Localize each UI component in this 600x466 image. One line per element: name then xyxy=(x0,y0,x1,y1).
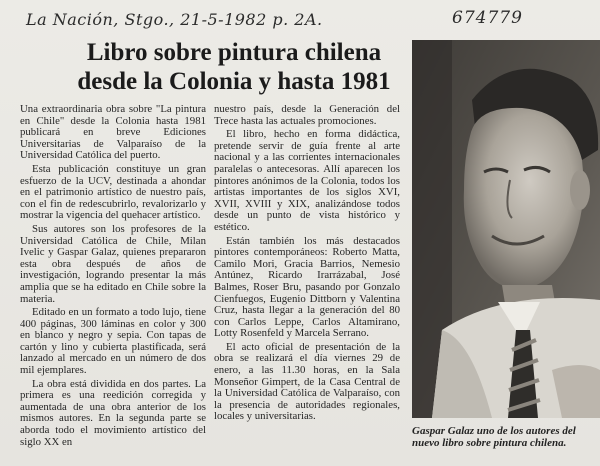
paragraph: Sus autores son los profesores de la Universidad Católica de Chile, Milan Ivelic y Gaspar Galaz, quienes prepararon esta obra después de años de investigación, logrando presentar la más amplia que se ha editado en Chile sobre la materia. xyxy=(20,222,206,305)
handwritten-reference-number: 674779 xyxy=(452,8,523,28)
article-headline xyxy=(64,38,404,96)
paragraph: nuestro país, desde la Generación del Trece hasta las actuales promociones. xyxy=(214,103,400,127)
paragraph: El acto oficial de presentación de la obra se realizará el día viernes 29 de enero, a las 11.30 horas, en la Sala Monseñor Gimpert, de la Casa Central de la Universidad Católica de Valparaíso, con la presencia de autoridades regionales, locales y universitarias. xyxy=(214,340,400,423)
article-column-1 xyxy=(20,104,206,450)
author-portrait-photo xyxy=(412,40,600,418)
handwritten-source-note: La Nación, Stgo., 21-5-1982 p. 2A. xyxy=(26,10,323,29)
headline-line-1: Libro sobre pintura chilena xyxy=(86,39,382,66)
paragraph: Editado en un formato a todo lujo, tiene 400 páginas, 300 láminas en color y 300 en blanco y negro y sepia. Con tapas de cartón y lino y cubierta plastificada, será lanzado al mercado en un número de dos mil ejemplares. xyxy=(20,306,206,377)
paragraph: Una extraordinaria obra sobre "La pintura en Chile" desde la Colonia hasta 1981 publicará en breve Ediciones Universitarias de Valparaíso de la Universidad Católica del puerto. xyxy=(20,103,206,162)
article-column-2 xyxy=(214,104,400,425)
paragraph: El libro, hecho en forma didáctica, pretende servir de guía frente al arte nacional y a las corrientes internacionales paralelas o antecesoras. Allí aparecen los pintores anónimos de la Colonia, todos los artistas importantes de los siglos XVI, XVII, XVIII y XIX, analizándose todos desde un punto de vista histórico y estético. xyxy=(214,128,400,233)
photo-caption: Gaspar Galaz uno de los autores del nuevo libro sobre pintura chilena. xyxy=(412,425,576,449)
headline-line-2: desde la Colonia y hasta 1981 xyxy=(77,68,391,95)
paragraph: Están también los más destacados pintores contemporáneos: Roberto Matta, Camilo Mori, Gracia Barrios, Nemesio Antúnez, Ricardo Irarrázabal, José Balmes, Roser Bru, pasando por Gonzalo Cienfuegos, Eugenio Dittborn y Valentina Cruz, hasta llegar a la generación del 80 con Carlos Leppe, Carlos Altamirano, Lotty Rosenfeld y Marcela Serrano. xyxy=(214,234,400,340)
paragraph: La obra está dividida en dos partes. La primera es una reedición corregida y aumentada de una obra anterior de los mismos autores. En la segunda parte se aborda todo el movimiento artístico del siglo XX en xyxy=(20,377,206,448)
paragraph: Esta publicación constituye un gran esfuerzo de la UCV, destinada a ahondar en el patrimonio artístico de nuestro país, con el fin de redescubrirlo, revalorizarlo y mostrar la vigencia del quehacer artístico. xyxy=(20,162,206,222)
